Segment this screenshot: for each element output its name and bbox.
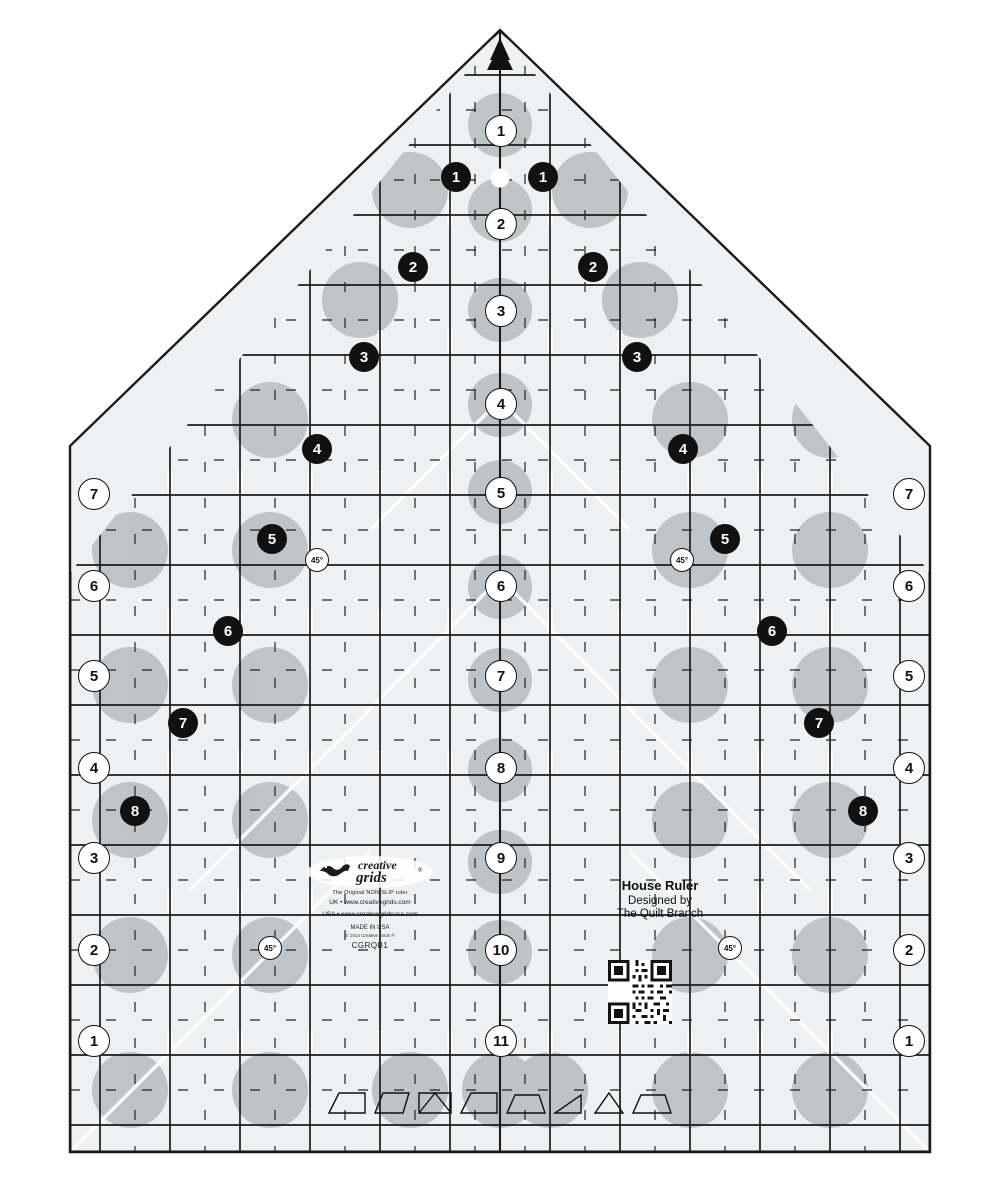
right-number-7: 7 xyxy=(893,478,925,510)
left-number-3: 3 xyxy=(78,842,110,874)
roof-right-number-5: 5 xyxy=(710,524,740,554)
left-number-7: 7 xyxy=(78,478,110,510)
center-number-7: 7 xyxy=(485,660,517,692)
left-number-2: 2 xyxy=(78,934,110,966)
svg-text:®: ® xyxy=(418,868,423,874)
roof-right-number-4: 4 xyxy=(668,434,698,464)
angle-marker-45-bottom-right: 45° xyxy=(718,936,742,960)
left-number-5: 5 xyxy=(78,660,110,692)
creative-grids-logo-icon xyxy=(306,855,434,889)
qr-code-icon xyxy=(608,960,672,1024)
brand-made-in: MADE IN USA xyxy=(350,924,390,931)
designer-name: The Quilt Branch xyxy=(616,908,704,920)
product-title-block xyxy=(560,878,760,920)
center-number-8: 8 xyxy=(485,752,517,784)
right-number-6: 6 xyxy=(893,570,925,602)
center-number-4: 4 xyxy=(485,388,517,420)
angle-marker-45-top-right: 45° xyxy=(670,548,694,572)
legend-shape-inner-triangle xyxy=(419,1093,451,1113)
legend-shape-triangle xyxy=(595,1093,623,1113)
roof-right-number-7: 7 xyxy=(804,708,834,738)
center-number-10: 10 xyxy=(485,934,517,966)
center-number-2: 2 xyxy=(485,208,517,240)
roof-right-number-1: 1 xyxy=(528,162,558,192)
center-number-11: 11 xyxy=(485,1025,517,1057)
brand-tagline: The Original NON-SLIP ruler xyxy=(332,890,408,896)
legend-shape-trapezoid-wide xyxy=(461,1093,497,1113)
roof-right-number-2: 2 xyxy=(578,252,608,282)
left-number-6: 6 xyxy=(78,570,110,602)
legend-shape-quadrilateral xyxy=(419,1093,451,1113)
roof-right-number-6: 6 xyxy=(757,616,787,646)
shape-legend xyxy=(325,1085,685,1117)
right-number-1: 1 xyxy=(893,1025,925,1057)
roof-left-number-1: 1 xyxy=(441,162,471,192)
brand-copyright: © 2014 Creative Grids ® xyxy=(345,932,395,938)
logo-grids-text: grids xyxy=(356,870,387,886)
angle-marker-45-bottom-left: 45° xyxy=(258,936,282,960)
legend-shape-trapezoid-small xyxy=(633,1095,671,1113)
center-number-9: 9 xyxy=(485,842,517,874)
left-number-1: 1 xyxy=(78,1025,110,1057)
center-number-3: 3 xyxy=(485,295,517,327)
roof-left-number-4: 4 xyxy=(302,434,332,464)
legend-shape-parallelogram xyxy=(375,1093,409,1113)
legend-shape-right-triangle xyxy=(555,1095,581,1113)
right-number-2: 2 xyxy=(893,934,925,966)
right-number-5: 5 xyxy=(893,660,925,692)
roof-left-number-2: 2 xyxy=(398,252,428,282)
roof-right-number-3: 3 xyxy=(622,342,652,372)
center-number-1: 1 xyxy=(485,115,517,147)
angle-marker-45-top-left: 45° xyxy=(305,548,329,572)
product-code: CGRQB1 xyxy=(351,940,389,950)
brand-block xyxy=(305,855,435,950)
brand-usa-url: USA • www.creativegridsusa.com xyxy=(322,910,418,918)
legend-shape-trapezoid xyxy=(329,1093,365,1113)
right-number-4: 4 xyxy=(893,752,925,784)
brand-uk-url: UK • www.creativegrids.com xyxy=(329,899,411,906)
legend-shape-roof xyxy=(507,1095,545,1113)
product-name: House Ruler xyxy=(621,878,699,893)
logo-creative-text: creative xyxy=(358,858,397,872)
roof-left-number-7: 7 xyxy=(168,708,198,738)
roof-left-number-8: 8 xyxy=(120,796,150,826)
roof-left-number-3: 3 xyxy=(349,342,379,372)
left-number-4: 4 xyxy=(78,752,110,784)
roof-right-number-8: 8 xyxy=(848,796,878,826)
right-number-3: 3 xyxy=(893,842,925,874)
center-number-5: 5 xyxy=(485,477,517,509)
center-number-6: 6 xyxy=(485,570,517,602)
roof-left-number-5: 5 xyxy=(257,524,287,554)
roof-left-number-6: 6 xyxy=(213,616,243,646)
designed-by-label: Designed by xyxy=(628,895,692,907)
